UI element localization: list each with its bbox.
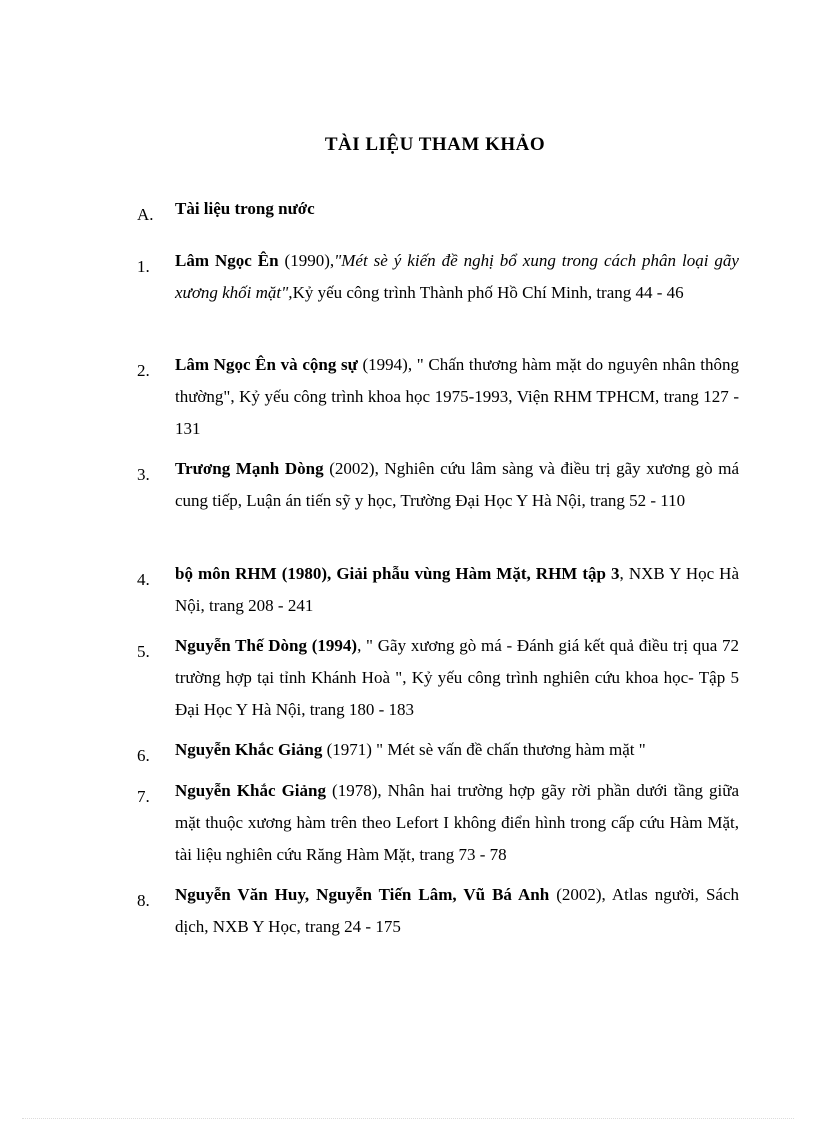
page-title: TÀI LIỆU THAM KHẢO (324, 134, 546, 155)
reference-authors: Nguyễn Khắc Giảng (175, 781, 326, 800)
reference-number: 6. (137, 746, 150, 765)
reference-authors: Nguyễn Văn Huy, Nguyễn Tiến Lâm, Vũ Bá Anh (175, 885, 550, 904)
page-bottom-divider (22, 1118, 794, 1119)
reference-text (175, 349, 739, 445)
reference-text (175, 245, 739, 309)
reference-item-5 (137, 630, 739, 726)
reference-number: 7. (137, 787, 150, 806)
reference-details: (1978), Nhân hai trường hợp gãy rời phần dưới tầng giữa mặt thuộc xương hàm trên theo Lefort I không điển hình trong cấp cứu Hàm Mặt, tài liệu nghiên cứu Răng Hàm Mặt, trang 73 - 78 (175, 781, 740, 864)
reference-item-6 (137, 734, 739, 766)
reference-text (175, 630, 739, 726)
reference-details: (2002), Nghiên cứu lâm sàng và điều trị gãy xương gò má cung tiếp, Luận án tiến sỹ y học, Trường Đại Học Y Hà Nội, trang 52 - 110 (175, 459, 739, 510)
reference-text (175, 453, 739, 517)
reference-number: 3. (137, 465, 150, 484)
reference-number: 8. (137, 891, 150, 910)
reference-number: 2. (137, 361, 150, 380)
reference-item-4 (137, 558, 739, 622)
reference-item-7 (137, 775, 739, 871)
reference-number: 4. (137, 570, 150, 589)
reference-year: (1990), (278, 251, 335, 270)
reference-authors: Nguyễn Thế Dòng (1994) (175, 636, 358, 655)
reference-details: Kỷ yếu công trình Thành phố Hồ Chí Minh, trang 44 - 46 (292, 283, 684, 302)
reference-text (175, 558, 739, 622)
reference-text (175, 879, 739, 943)
section-heading: Tài liệu trong nước (175, 199, 315, 218)
reference-number: 1. (137, 257, 150, 276)
reference-text (175, 734, 739, 766)
reference-details: , NXB Y Học Hà Nội, trang 208 - 241 (175, 564, 739, 615)
reference-item-1 (137, 245, 739, 309)
reference-authors: Trương Mạnh Dòng (175, 459, 324, 478)
reference-authors: Lâm Ngọc Ên (175, 251, 279, 270)
reference-details: (1994), " Chấn thương hàm mặt do nguyên nhân thông thường", Kỷ yếu công trình khoa học 1975-1993, Viện RHM TPHCM, trang 127 - 131 (175, 355, 739, 438)
reference-details: (2002), Atlas người, Sách dịch, NXB Y Học, trang 24 - 175 (175, 885, 739, 936)
reference-details: (1971) " Mét sè vấn đề chấn thương hàm mặt " (322, 740, 646, 759)
reference-title: "Mét sè ý kiến đề nghị bổ xung trong cách phân loại gãy xương khối mặt", (175, 251, 739, 302)
reference-authors: Nguyễn Khắc Giảng (175, 740, 323, 759)
reference-details: , " Gãy xương gò má - Đánh giá kết quả điều trị qua 72 trường hợp tại tỉnh Khánh Hoà ", Kỷ yếu công trình nghiên cứu khoa học- Tập 5 Đại Học Y Hà Nội, trang 180 - 183 (175, 636, 739, 719)
reference-item-3 (137, 453, 739, 517)
section-marker: A. (137, 205, 154, 224)
reference-authors: Lâm Ngọc Ên và cộng sự (175, 355, 358, 374)
reference-text (175, 775, 739, 871)
reference-number: 5. (137, 642, 150, 661)
reference-authors: bộ môn RHM (1980), Giải phẫu vùng Hàm Mặt, RHM tập 3 (175, 564, 620, 583)
reference-item-8 (137, 879, 739, 943)
reference-item-2 (137, 349, 739, 445)
